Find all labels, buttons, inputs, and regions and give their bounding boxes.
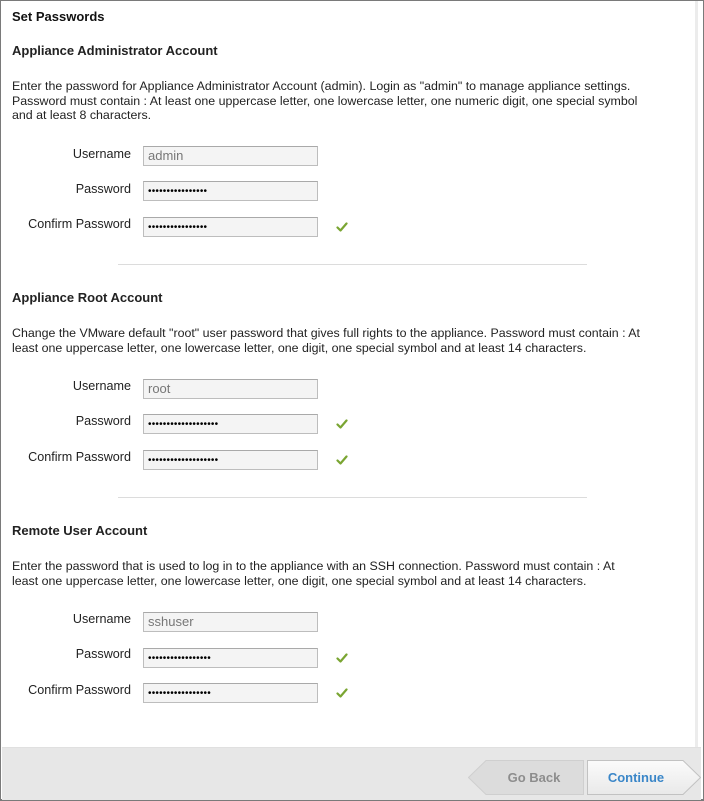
checkmark-icon [336,687,348,699]
scrollbar[interactable] [695,1,698,747]
description-line: least one uppercase letter, one lowercase letter, one digit, one special symbol and at least 14 characters. [12,340,587,355]
section-divider [118,497,587,498]
section-title: Remote User Account [12,523,148,538]
section-description [12,79,682,123]
description-line: Password must contain : At least one uppercase letter, one lowercase letter, one numeric digit, one special symbol [12,93,638,108]
password-field[interactable]: ••••••••••••••••••• [143,414,318,434]
username-field[interactable]: sshuser [143,612,318,632]
description-line: least one uppercase letter, one lowercase letter, one digit, one special symbol and at least 14 characters. [12,573,587,588]
username-field[interactable]: root [143,379,318,399]
checkmark-icon [336,652,348,664]
confirm-password-field[interactable]: •••••••••••••••• [143,217,318,237]
password-label: Password [75,414,131,428]
section-divider [118,264,587,265]
section-description [12,559,682,588]
checkmark-icon [336,418,348,430]
username-label: Username [72,612,131,626]
description-line: and at least 8 characters. [12,108,152,122]
confirm-password-label: Confirm Password [28,683,131,697]
description-line: Change the VMware default "root" user password that gives full rights to the appliance. Password must contain : At [12,326,640,340]
section-title: Appliance Root Account [12,290,163,305]
wizard-footer [2,747,701,800]
password-label: Password [75,182,131,196]
checkmark-icon [336,454,348,466]
confirm-password-field[interactable]: ••••••••••••••••••• [143,450,318,470]
description-line: Enter the password for Appliance Administrator Account (admin). Login as "admin" to manage appliance settings. [12,79,631,93]
confirm-password-label: Confirm Password [28,450,131,464]
continue-label: Continue [607,770,665,785]
description-line: Enter the password that is used to log in to the appliance with an SSH connection. Password must contain : At [12,559,615,573]
continue-button[interactable] [587,760,701,795]
confirm-password-label: Confirm Password [28,217,131,231]
username-field[interactable]: admin [143,146,318,166]
checkmark-icon [336,221,348,233]
section-title: Appliance Administrator Account [12,43,218,58]
section-description [12,326,682,355]
dialog-content [2,1,698,747]
go-back-label: Go Back [507,770,561,785]
password-label: Password [75,647,131,661]
username-label: Username [72,379,131,393]
page-title: Set Passwords [12,9,105,24]
username-label: Username [72,147,131,161]
password-field[interactable]: ••••••••••••••••• [143,648,318,668]
go-back-button[interactable] [468,760,584,795]
password-field[interactable]: •••••••••••••••• [143,181,318,201]
confirm-password-field[interactable]: ••••••••••••••••• [143,683,318,703]
